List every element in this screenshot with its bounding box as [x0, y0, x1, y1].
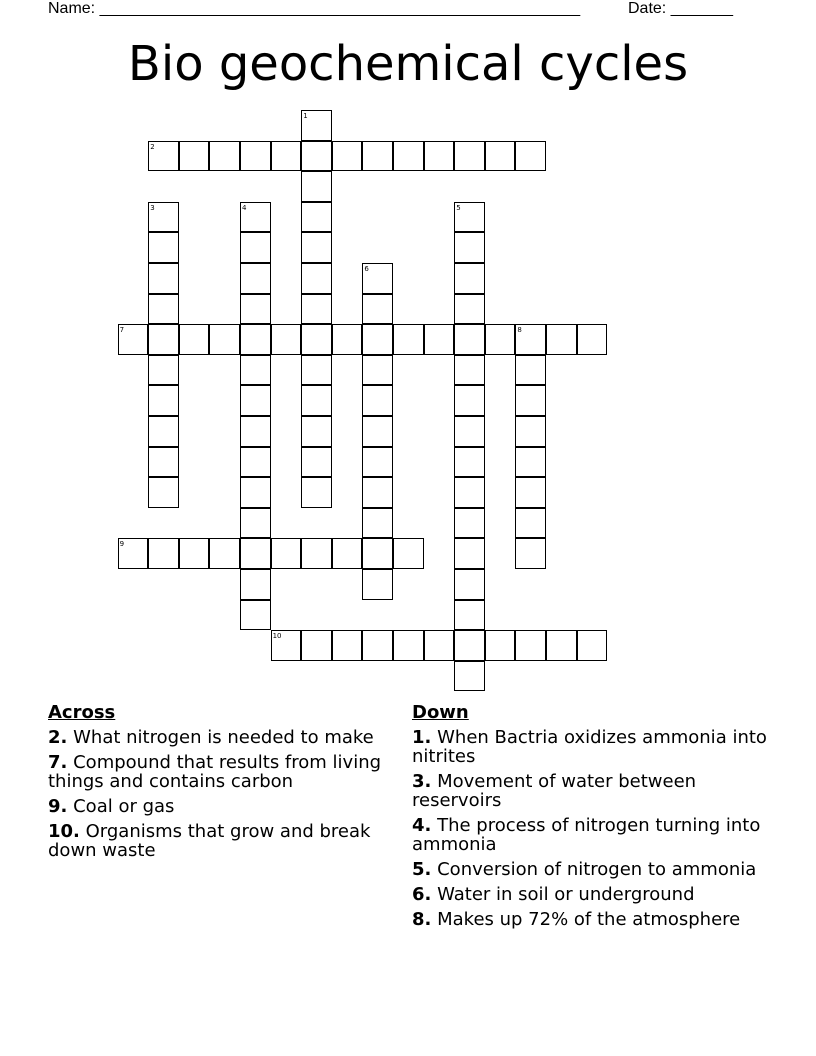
grid-cell[interactable] — [148, 141, 179, 172]
clue-down-4 — [412, 816, 772, 854]
page-title: Bio geochemical cycles — [127, 36, 689, 92]
clue-text: Conversion of nitrogen to ammonia — [437, 859, 757, 880]
clue-across-2 — [48, 728, 393, 747]
grid-cell[interactable] — [209, 538, 240, 569]
cell-number: 10 — [272, 632, 282, 641]
across-clues — [48, 703, 393, 866]
grid-cell[interactable] — [362, 630, 393, 661]
clue-number: 6. — [412, 884, 432, 905]
cell-number: 8 — [517, 326, 522, 335]
grid-cell[interactable] — [362, 416, 393, 447]
down-heading: Down — [412, 702, 469, 723]
grid-cell[interactable] — [362, 263, 393, 294]
grid-cell[interactable] — [301, 171, 332, 202]
clue-text: Movement of water between reservoirs — [412, 771, 697, 811]
cell-number: 4 — [242, 203, 247, 212]
grid-cell[interactable] — [271, 630, 302, 661]
grid-cell[interactable] — [454, 263, 485, 294]
grid-cell[interactable] — [454, 538, 485, 569]
grid-cell[interactable] — [454, 477, 485, 508]
cell-number: 7 — [119, 326, 125, 335]
grid-cell[interactable] — [148, 538, 179, 569]
cell-number: 1 — [303, 112, 308, 120]
grid-cell[interactable] — [515, 385, 546, 416]
grid-cell[interactable] — [454, 661, 485, 692]
grid-cell[interactable] — [148, 232, 179, 263]
grid-cell[interactable] — [301, 538, 332, 569]
clue-number: 7. — [48, 752, 68, 773]
grid-cell[interactable] — [271, 538, 302, 569]
clue-across-9 — [48, 797, 393, 816]
grid-cell[interactable] — [454, 324, 485, 355]
clue-down-1 — [412, 728, 772, 766]
clue-number: 2. — [48, 727, 68, 748]
cell-number: 6 — [364, 265, 369, 273]
grid-cell[interactable] — [148, 385, 179, 416]
grid-cell[interactable] — [240, 477, 271, 508]
grid-cell[interactable] — [515, 538, 546, 569]
grid-cell[interactable] — [179, 141, 210, 172]
grid-cell[interactable] — [454, 569, 485, 600]
grid-cell[interactable] — [515, 630, 546, 661]
name-line: Name: ______________________________________________________ — [48, 0, 581, 17]
clue-text: Compound that results from living things and contains carbon — [48, 752, 382, 792]
grid-cell[interactable] — [332, 538, 363, 569]
grid-cell[interactable] — [577, 324, 608, 355]
grid-cell[interactable] — [362, 141, 393, 172]
grid-cell[interactable] — [424, 630, 455, 661]
clue-down-5 — [412, 860, 772, 879]
grid-cell[interactable] — [362, 447, 393, 478]
grid-cell[interactable] — [454, 141, 485, 172]
grid-cell[interactable] — [454, 508, 485, 539]
grid-cell[interactable] — [362, 294, 393, 325]
grid-cell[interactable] — [148, 294, 179, 325]
grid-cell[interactable] — [454, 232, 485, 263]
grid-cell[interactable] — [240, 600, 271, 631]
grid-cell[interactable] — [301, 355, 332, 386]
clue-across-10 — [48, 822, 393, 860]
clue-number: 9. — [48, 796, 68, 817]
grid-cell[interactable] — [577, 630, 608, 661]
grid-cell[interactable] — [515, 324, 546, 355]
grid-cell[interactable] — [179, 324, 210, 355]
grid-cell[interactable] — [301, 385, 332, 416]
clue-number: 10. — [48, 821, 80, 842]
grid-cell[interactable] — [301, 630, 332, 661]
grid-cell[interactable] — [393, 141, 424, 172]
grid-cell[interactable] — [515, 508, 546, 539]
clue-number: 1. — [412, 727, 432, 748]
grid-cell[interactable] — [240, 294, 271, 325]
grid-cell[interactable] — [362, 477, 393, 508]
clue-text: Water in soil or underground — [437, 884, 695, 905]
date-line: Date: _______ — [628, 0, 733, 17]
grid-cell[interactable] — [301, 477, 332, 508]
grid-cell[interactable] — [148, 477, 179, 508]
clue-number: 5. — [412, 859, 432, 880]
grid-cell[interactable] — [515, 416, 546, 447]
grid-cell[interactable] — [240, 355, 271, 386]
clue-number: 3. — [412, 771, 432, 792]
grid-cell[interactable] — [240, 232, 271, 263]
grid-cell[interactable] — [332, 630, 363, 661]
down-clues — [412, 703, 772, 935]
grid-cell[interactable] — [148, 263, 179, 294]
grid-cell[interactable] — [148, 324, 179, 355]
grid-cell[interactable] — [148, 202, 179, 233]
clue-number: 4. — [412, 815, 432, 836]
grid-cell[interactable] — [301, 447, 332, 478]
grid-cell[interactable] — [332, 141, 363, 172]
grid-cell[interactable] — [454, 355, 485, 386]
cell-number: 5 — [456, 203, 461, 212]
grid-cell[interactable] — [209, 324, 240, 355]
grid-cell[interactable] — [240, 416, 271, 447]
clue-number: 8. — [412, 909, 432, 930]
grid-cell[interactable] — [118, 538, 149, 569]
grid-cell[interactable] — [485, 324, 516, 355]
grid-cell[interactable] — [362, 569, 393, 600]
grid-cell[interactable] — [240, 569, 271, 600]
grid-cell[interactable] — [515, 447, 546, 478]
grid-cell[interactable] — [301, 294, 332, 325]
clue-text: The process of nitrogen turning into ammonia — [412, 815, 761, 855]
cell-number: 3 — [150, 203, 155, 212]
grid-cell[interactable] — [240, 538, 271, 569]
clue-text: What nitrogen is needed to make — [73, 727, 374, 748]
grid-cell[interactable] — [240, 202, 271, 233]
grid-cell[interactable] — [393, 538, 424, 569]
grid-cell[interactable] — [485, 630, 516, 661]
grid-cell[interactable] — [148, 355, 179, 386]
grid-cell[interactable] — [179, 538, 210, 569]
grid-cell[interactable] — [454, 294, 485, 325]
clue-down-3 — [412, 772, 772, 810]
grid-cell[interactable] — [454, 630, 485, 661]
grid-cell[interactable] — [240, 141, 271, 172]
grid-cell[interactable] — [546, 630, 577, 661]
across-heading: Across — [48, 702, 116, 723]
grid-cell[interactable] — [271, 324, 302, 355]
grid-cell[interactable] — [362, 508, 393, 539]
grid-cell[interactable] — [454, 416, 485, 447]
grid-cell[interactable] — [209, 141, 240, 172]
grid-cell[interactable] — [240, 447, 271, 478]
grid-cell[interactable] — [424, 324, 455, 355]
grid-cell[interactable] — [454, 447, 485, 478]
grid-cell[interactable] — [454, 385, 485, 416]
grid-cell[interactable] — [301, 202, 332, 233]
clue-text: When Bactria oxidizes ammonia into nitrites — [412, 727, 767, 767]
grid-cell[interactable] — [301, 416, 332, 447]
grid-cell[interactable] — [301, 232, 332, 263]
grid-cell[interactable] — [515, 477, 546, 508]
grid-cell[interactable] — [454, 202, 485, 233]
clue-text: Organisms that grow and break down waste — [48, 821, 371, 861]
grid-cell[interactable] — [393, 630, 424, 661]
grid-cell[interactable] — [362, 324, 393, 355]
clue-down-6 — [412, 885, 772, 904]
grid-cell[interactable] — [148, 416, 179, 447]
grid-cell[interactable] — [240, 508, 271, 539]
grid-cell[interactable] — [240, 263, 271, 294]
grid-cell[interactable] — [485, 141, 516, 172]
cell-number: 9 — [119, 540, 125, 549]
clue-across-7 — [48, 753, 393, 791]
clue-text: Makes up 72% of the atmosphere — [437, 909, 741, 930]
grid-cell[interactable] — [271, 141, 302, 172]
grid-cell[interactable] — [301, 141, 332, 172]
grid-cell[interactable] — [148, 447, 179, 478]
grid-cell[interactable] — [118, 324, 149, 355]
grid-cell[interactable] — [515, 355, 546, 386]
grid-cell[interactable] — [332, 324, 363, 355]
grid-cell[interactable] — [393, 324, 424, 355]
clue-text: Coal or gas — [73, 796, 175, 817]
grid-cell[interactable] — [424, 141, 455, 172]
grid-cell[interactable] — [301, 324, 332, 355]
grid-cell[interactable] — [362, 355, 393, 386]
grid-cell[interactable] — [362, 385, 393, 416]
cell-number: 2 — [150, 142, 155, 151]
grid-cell[interactable] — [454, 600, 485, 631]
grid-cell[interactable] — [301, 110, 332, 141]
grid-cell[interactable] — [362, 538, 393, 569]
grid-cell[interactable] — [240, 324, 271, 355]
grid-cell[interactable] — [240, 385, 271, 416]
grid-cell[interactable] — [515, 141, 546, 172]
grid-cell[interactable] — [546, 324, 577, 355]
grid-cell[interactable] — [301, 263, 332, 294]
clue-down-8 — [412, 910, 772, 929]
